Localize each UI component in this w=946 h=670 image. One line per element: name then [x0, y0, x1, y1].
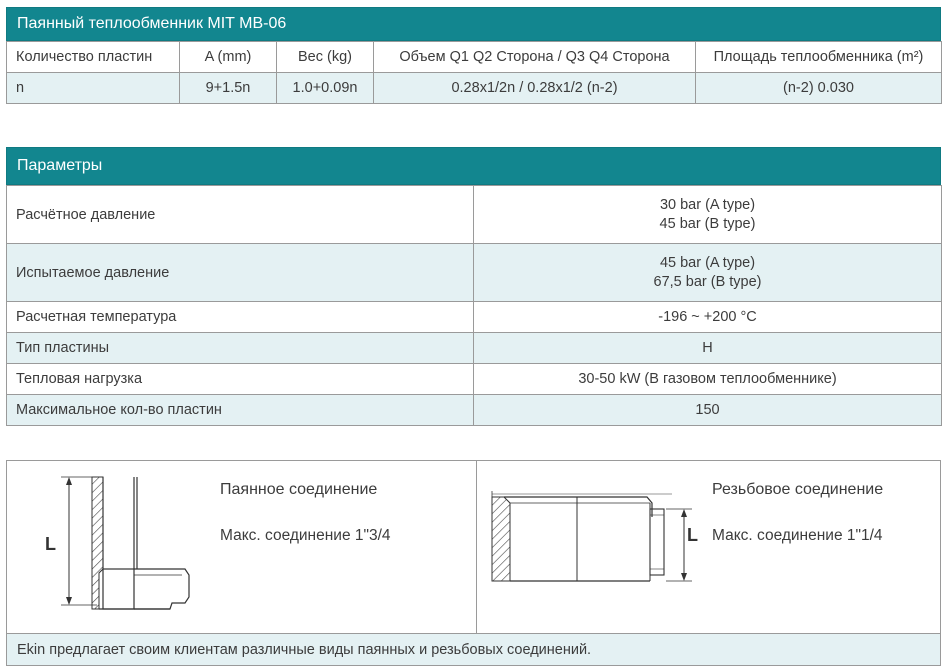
cell-volume: 0.28x1/2n / 0.28x1/2 (n-2) [374, 73, 696, 104]
connections-footer: Ekin предлагает своим клиентам различные виды паянных и резьбовых соединений. [7, 633, 940, 665]
col-header-area: Площадь теплообменника (m²) [696, 42, 942, 73]
param-label: Максимальное кол-во пластин [7, 395, 474, 426]
param-value-line: 45 bar (B type) [659, 215, 756, 232]
param-row [7, 244, 942, 302]
col-header-weight: Вес (kg) [277, 42, 374, 73]
dimension-label: L [687, 525, 698, 545]
soldered-connection-text: Макс. соединение 1"3/4 [220, 527, 391, 544]
col-header-a: A (mm) [180, 42, 277, 73]
parameters-title: Параметры [6, 147, 941, 185]
param-label: Тип пластины [7, 333, 474, 364]
cell-weight: 1.0+0.09n [277, 73, 374, 104]
param-value: 150 [474, 395, 942, 426]
param-value-line: 67,5 bar (B type) [653, 273, 762, 290]
soldered-connection-title: Паянное соединение [220, 481, 378, 498]
table-header-row [7, 42, 942, 73]
dimensions-table [6, 41, 942, 104]
param-label: Испытаемое давление [7, 244, 474, 302]
param-row [7, 395, 942, 426]
param-value-line: 45 bar (A type) [659, 254, 756, 271]
param-label: Расчётное давление [7, 186, 474, 244]
col-header-plates: Количество пластин [7, 42, 180, 73]
param-row [7, 333, 942, 364]
param-value: H [474, 333, 942, 364]
soldered-connection-drawing [37, 471, 207, 631]
threaded-connection-title: Резьбовое соединение [712, 481, 884, 498]
threaded-connection-text: Макс. соединение 1"1/4 [712, 527, 883, 544]
param-value [474, 186, 942, 244]
param-value: 30-50 kW (В газовом теплообменнике) [474, 364, 942, 395]
cell-plates: n [7, 73, 180, 104]
param-value: -196 ~ +200 °C [474, 302, 942, 333]
threaded-connection-drawing [482, 481, 697, 611]
parameters-table [6, 147, 941, 426]
param-row [7, 364, 942, 395]
param-value [474, 244, 942, 302]
parameters-grid [6, 185, 942, 426]
param-row [7, 186, 942, 244]
param-label: Тепловая нагрузка [7, 364, 474, 395]
connections-panel [6, 460, 941, 666]
table-row [7, 73, 942, 104]
table-title: Паянный теплообменник MIT MB-06 [6, 7, 941, 41]
dimension-label: L [45, 534, 56, 554]
param-value-line: 30 bar (A type) [659, 196, 756, 213]
cell-a: 9+1.5n [180, 73, 277, 104]
col-header-volume: Объем Q1 Q2 Сторона / Q3 Q4 Сторона [374, 42, 696, 73]
panel-divider [476, 461, 477, 633]
heat-exchanger-table [6, 7, 941, 104]
param-row [7, 302, 942, 333]
param-label: Расчетная температура [7, 302, 474, 333]
cell-area: (n-2) 0.030 [696, 73, 942, 104]
